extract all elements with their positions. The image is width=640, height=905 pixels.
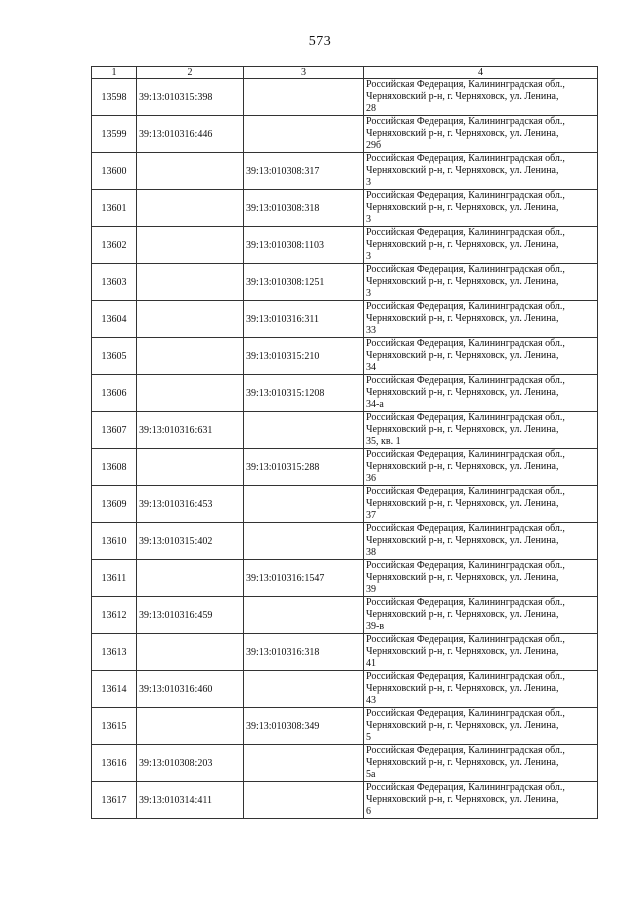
address-line: 29б — [366, 140, 382, 151]
row-number-cell: 13605 — [92, 338, 137, 375]
column-header-4: 4 — [364, 67, 598, 79]
address-line: 6 — [366, 806, 371, 817]
address-line: 5 — [366, 732, 371, 743]
table-row — [92, 671, 598, 708]
address-line: Черняховский р-н, г. Черняховск, ул. Ленина, — [366, 572, 559, 583]
cadastral-number-cell — [137, 708, 244, 745]
address-cell — [364, 560, 598, 597]
table-row — [92, 597, 598, 634]
address-line: Черняховский р-н, г. Черняховск, ул. Ленина, — [366, 350, 559, 361]
cadastral-number-alt-cell: 39:13:010308:349 — [244, 708, 364, 745]
address-line: Российская Федерация, Калининградская обл., — [366, 153, 565, 164]
address-line: Российская Федерация, Калининградская обл., — [366, 412, 565, 423]
address-line: Российская Федерация, Калининградская обл., — [366, 782, 565, 793]
table-row — [92, 708, 598, 745]
row-number-cell: 13613 — [92, 634, 137, 671]
address-cell — [364, 264, 598, 301]
column-header-2: 2 — [137, 67, 244, 79]
cadastral-number-cell: 39:13:010315:398 — [137, 79, 244, 116]
cadastral-number-alt-cell: 39:13:010316:311 — [244, 301, 364, 338]
address-line: 33 — [366, 325, 376, 336]
address-line: Черняховский р-н, г. Черняховск, ул. Ленина, — [366, 128, 559, 139]
address-line: Черняховский р-н, г. Черняховск, ул. Ленина, — [366, 387, 559, 398]
address-cell — [364, 190, 598, 227]
table-row — [92, 301, 598, 338]
address-cell — [364, 523, 598, 560]
address-line: Черняховский р-н, г. Черняховск, ул. Ленина, — [366, 424, 559, 435]
cadastral-number-cell — [137, 301, 244, 338]
row-number-cell: 13609 — [92, 486, 137, 523]
page-number: 573 — [308, 34, 332, 49]
address-line: Российская Федерация, Калининградская обл., — [366, 671, 565, 682]
cadastral-number-cell — [137, 560, 244, 597]
cadastral-number-cell: 39:13:010316:446 — [137, 116, 244, 153]
table-row — [92, 560, 598, 597]
address-line: Черняховский р-н, г. Черняховск, ул. Ленина, — [366, 646, 559, 657]
cadastral-number-cell: 39:13:010316:453 — [137, 486, 244, 523]
address-line: 3 — [366, 288, 371, 299]
address-line: Черняховский р-н, г. Черняховск, ул. Ленина, — [366, 239, 559, 250]
table-row — [92, 412, 598, 449]
row-number-cell: 13600 — [92, 153, 137, 190]
cadastral-number-cell — [137, 634, 244, 671]
row-number-cell: 13601 — [92, 190, 137, 227]
cadastral-number-alt-cell: 39:13:010308:318 — [244, 190, 364, 227]
cadastral-number-cell: 39:13:010316:459 — [137, 597, 244, 634]
cadastral-number-alt-cell — [244, 116, 364, 153]
cadastral-number-alt-cell — [244, 79, 364, 116]
table-row — [92, 190, 598, 227]
address-line: Российская Федерация, Калининградская обл., — [366, 597, 565, 608]
address-cell — [364, 375, 598, 412]
row-number-cell: 13606 — [92, 375, 137, 412]
cadastral-number-cell: 39:13:010314:411 — [137, 782, 244, 819]
address-cell — [364, 301, 598, 338]
cadastral-number-cell: 39:13:010315:402 — [137, 523, 244, 560]
cadastral-number-alt-cell — [244, 412, 364, 449]
cadastral-number-alt-cell: 39:13:010315:210 — [244, 338, 364, 375]
table-row — [92, 79, 598, 116]
address-line: 34-а — [366, 399, 384, 410]
address-line: Черняховский р-н, г. Черняховск, ул. Ленина, — [366, 609, 559, 620]
table-row — [92, 153, 598, 190]
row-number-cell: 13611 — [92, 560, 137, 597]
column-header-1: 1 — [92, 67, 137, 79]
row-number-cell: 13603 — [92, 264, 137, 301]
row-number-cell: 13617 — [92, 782, 137, 819]
address-cell — [364, 671, 598, 708]
table-row — [92, 634, 598, 671]
address-line: 35, кв. 1 — [366, 436, 401, 447]
row-number-cell: 13615 — [92, 708, 137, 745]
address-line: Черняховский р-н, г. Черняховск, ул. Ленина, — [366, 498, 559, 509]
register-table — [91, 66, 598, 819]
row-number-cell: 13598 — [92, 79, 137, 116]
address-line: Черняховский р-н, г. Черняховск, ул. Ленина, — [366, 276, 559, 287]
address-cell — [364, 449, 598, 486]
address-cell — [364, 153, 598, 190]
cadastral-number-alt-cell — [244, 486, 364, 523]
address-line: Черняховский р-н, г. Черняховск, ул. Ленина, — [366, 461, 559, 472]
address-line: Черняховский р-н, г. Черняховск, ул. Ленина, — [366, 683, 559, 694]
cadastral-number-alt-cell: 39:13:010315:288 — [244, 449, 364, 486]
address-line: 39-в — [366, 621, 385, 632]
cadastral-number-alt-cell — [244, 745, 364, 782]
address-cell — [364, 227, 598, 264]
cadastral-number-alt-cell: 39:13:010316:318 — [244, 634, 364, 671]
cadastral-number-alt-cell: 39:13:010308:317 — [244, 153, 364, 190]
row-number-cell: 13599 — [92, 116, 137, 153]
table-row — [92, 116, 598, 153]
cadastral-number-cell — [137, 190, 244, 227]
address-cell — [364, 412, 598, 449]
table-row — [92, 227, 598, 264]
row-number-cell: 13610 — [92, 523, 137, 560]
address-line: 38 — [366, 547, 376, 558]
cadastral-number-alt-cell — [244, 671, 364, 708]
address-cell — [364, 486, 598, 523]
address-line: Российская Федерация, Калининградская обл., — [366, 634, 565, 645]
address-cell — [364, 708, 598, 745]
column-header-3: 3 — [244, 67, 364, 79]
address-line: Черняховский р-н, г. Черняховск, ул. Ленина, — [366, 535, 559, 546]
row-number-cell: 13608 — [92, 449, 137, 486]
table-row — [92, 449, 598, 486]
address-line: Черняховский р-н, г. Черняховск, ул. Ленина, — [366, 165, 559, 176]
address-cell — [364, 745, 598, 782]
row-number-cell: 13602 — [92, 227, 137, 264]
address-line: Черняховский р-н, г. Черняховск, ул. Ленина, — [366, 91, 559, 102]
address-line: 3 — [366, 177, 371, 188]
address-line: Черняховский р-н, г. Черняховск, ул. Ленина, — [366, 757, 559, 768]
table-row — [92, 264, 598, 301]
address-cell — [364, 782, 598, 819]
cadastral-number-cell: 39:13:010316:631 — [137, 412, 244, 449]
cadastral-number-cell — [137, 153, 244, 190]
table-row — [92, 745, 598, 782]
address-line: Российская Федерация, Калининградская обл., — [366, 301, 565, 312]
address-line: Российская Федерация, Калининградская обл., — [366, 190, 565, 201]
address-line: 41 — [366, 658, 376, 669]
address-line: 34 — [366, 362, 376, 373]
address-line: Российская Федерация, Калининградская обл., — [366, 560, 565, 571]
address-line: Российская Федерация, Калининградская обл., — [366, 523, 565, 534]
address-line: 3 — [366, 214, 371, 225]
table-header-row — [92, 67, 598, 79]
cadastral-number-alt-cell — [244, 523, 364, 560]
address-line: Российская Федерация, Калининградская обл., — [366, 227, 565, 238]
address-cell — [364, 634, 598, 671]
address-line: Российская Федерация, Калининградская обл., — [366, 338, 565, 349]
address-line: 28 — [366, 103, 376, 114]
cadastral-number-alt-cell: 39:13:010315:1208 — [244, 375, 364, 412]
cadastral-number-cell — [137, 338, 244, 375]
table-row — [92, 486, 598, 523]
cadastral-number-cell — [137, 449, 244, 486]
row-number-cell: 13604 — [92, 301, 137, 338]
address-line: Российская Федерация, Калининградская обл., — [366, 116, 565, 127]
address-cell — [364, 338, 598, 375]
address-line: Российская Федерация, Калининградская обл., — [366, 708, 565, 719]
address-line: 5а — [366, 769, 376, 780]
cadastral-number-cell — [137, 264, 244, 301]
address-line: Российская Федерация, Калининградская обл., — [366, 449, 565, 460]
cadastral-number-cell: 39:13:010316:460 — [137, 671, 244, 708]
address-line: Российская Федерация, Калининградская обл., — [366, 745, 565, 756]
address-line: Российская Федерация, Калининградская обл., — [366, 264, 565, 275]
address-line: 39 — [366, 584, 376, 595]
row-number-cell: 13614 — [92, 671, 137, 708]
cadastral-number-cell: 39:13:010308:203 — [137, 745, 244, 782]
table-row — [92, 338, 598, 375]
address-line: Российская Федерация, Калининградская обл., — [366, 486, 565, 497]
address-line: Черняховский р-н, г. Черняховск, ул. Ленина, — [366, 313, 559, 324]
address-line: Российская Федерация, Калининградская обл., — [366, 375, 565, 386]
cadastral-number-cell — [137, 227, 244, 264]
cadastral-number-cell — [137, 375, 244, 412]
cadastral-number-alt-cell: 39:13:010308:1251 — [244, 264, 364, 301]
table-row — [92, 375, 598, 412]
address-cell — [364, 597, 598, 634]
row-number-cell: 13607 — [92, 412, 137, 449]
address-line: 36 — [366, 473, 376, 484]
cadastral-number-alt-cell — [244, 597, 364, 634]
address-line: 37 — [366, 510, 376, 521]
register-table-body — [92, 67, 598, 819]
cadastral-number-alt-cell: 39:13:010316:1547 — [244, 560, 364, 597]
row-number-cell: 13616 — [92, 745, 137, 782]
address-line: Черняховский р-н, г. Черняховск, ул. Ленина, — [366, 794, 559, 805]
address-line: Российская Федерация, Калининградская обл., — [366, 79, 565, 90]
address-line: Черняховский р-н, г. Черняховск, ул. Ленина, — [366, 202, 559, 213]
cadastral-number-alt-cell — [244, 782, 364, 819]
address-line: 3 — [366, 251, 371, 262]
table-row — [92, 523, 598, 560]
address-cell — [364, 116, 598, 153]
address-line: Черняховский р-н, г. Черняховск, ул. Ленина, — [366, 720, 559, 731]
address-line: 43 — [366, 695, 376, 706]
row-number-cell: 13612 — [92, 597, 137, 634]
table-row — [92, 782, 598, 819]
cadastral-number-alt-cell: 39:13:010308:1103 — [244, 227, 364, 264]
address-cell — [364, 79, 598, 116]
